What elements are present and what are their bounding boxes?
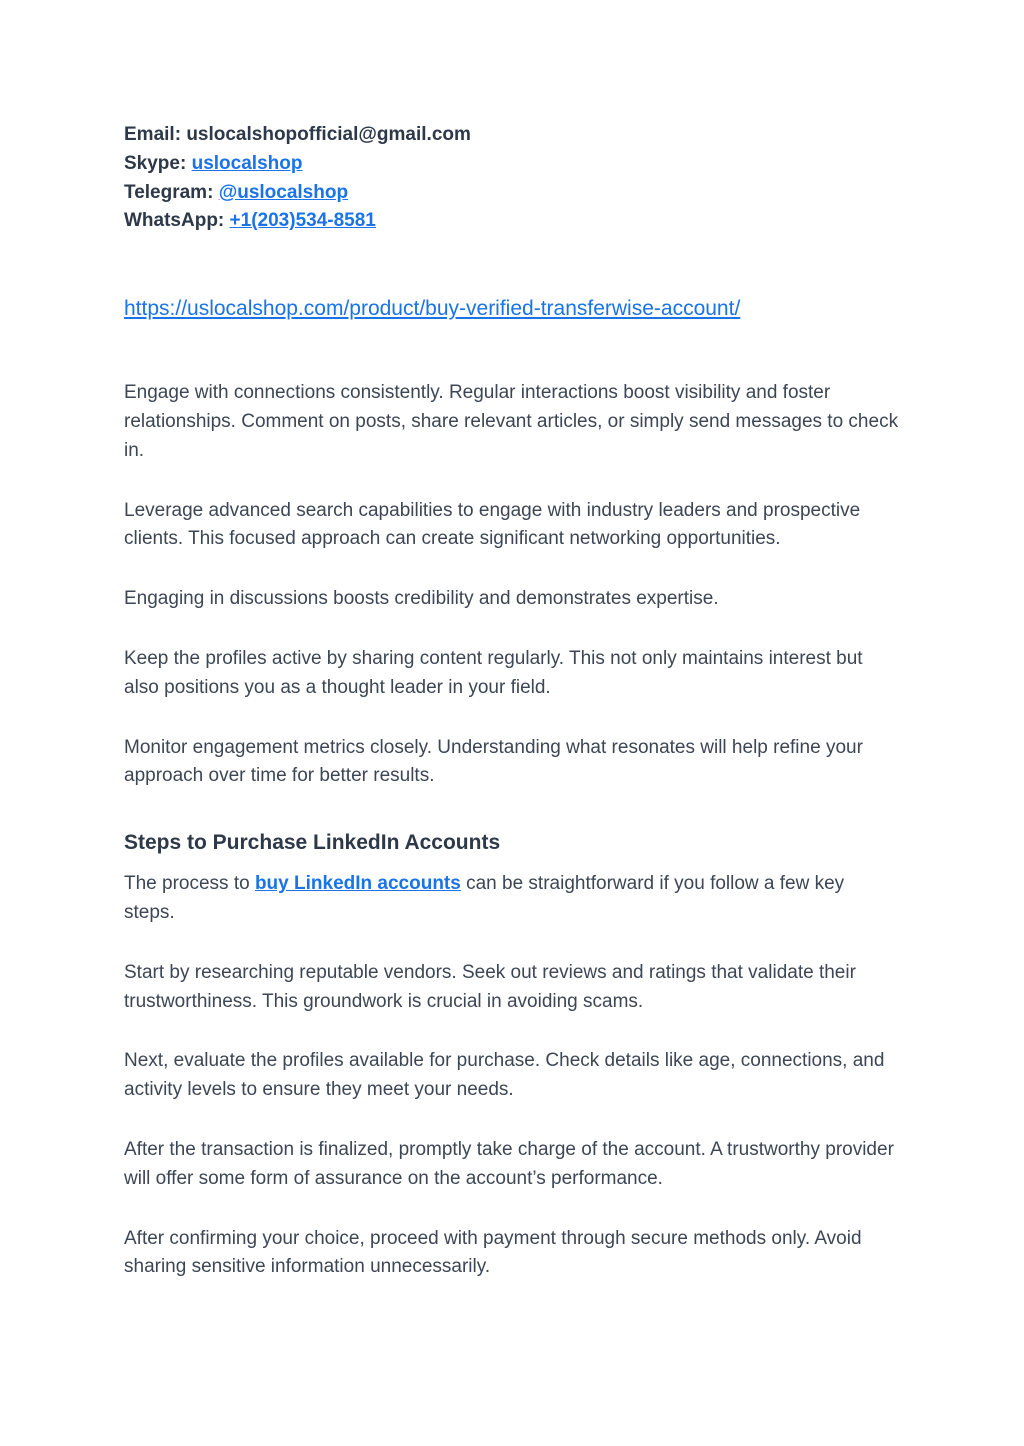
skype-link[interactable]: uslocalshop — [191, 152, 303, 174]
paragraph-after-transaction: After the transaction is finalized, promptly take charge of the account. A trustworthy provider will offer some form of assurance on the account’s performance. — [124, 1138, 900, 1189]
paragraph-monitor: Monitor engagement metrics closely. Understanding what resonates will help refine your approach over time for better results. — [124, 736, 869, 787]
paragraph-after-confirming: After confirming your choice, proceed with payment through secure methods only. Avoid sharing sensitive information unnecessarily. — [124, 1227, 867, 1278]
paragraph-start-research: Start by researching reputable vendors. Seek out reviews and ratings that validate their trustworthiness. This groundwork is crucial in avoiding scams. — [124, 961, 862, 1012]
contact-line-skype — [124, 150, 900, 179]
whatsapp-link[interactable]: +1(203)534-8581 — [229, 210, 376, 232]
telegram-label: Telegram — [124, 181, 208, 203]
paragraph-engaging: Engaging in discussions boosts credibility and demonstrates expertise. — [124, 588, 719, 610]
paragraph-keep-profiles: Keep the profiles active by sharing content regularly. This not only maintains interest but also positions you as a thought leader in your field. — [124, 647, 868, 698]
section-heading-steps: Steps to Purchase LinkedIn Accounts — [124, 831, 501, 855]
contact-line-email — [124, 121, 900, 150]
whatsapp-label: WhatsApp: — [124, 210, 230, 232]
contact-line-whatsapp — [124, 207, 900, 236]
email-value: uslocalshopofficial@gmail.com — [186, 124, 471, 145]
paragraph-engage: Engage with connections consistently. Regular interactions boost visibility and foster relationships. Comment on posts, share relevant articles, or simply send messages to check in. — [124, 382, 904, 461]
contact-block — [124, 121, 900, 236]
product-url-link[interactable]: https://uslocalshop.com/product/buy-verified-transferwise-account/ — [124, 297, 741, 321]
contact-line-telegram — [124, 179, 900, 208]
paragraph-leverage: Leverage advanced search capabilities to engage with industry leaders and prospective clients. This focused approach can create significant networking opportunities. — [124, 499, 866, 550]
product-url-line — [124, 293, 900, 324]
telegram-separator: : — [207, 181, 219, 203]
buy-linkedin-accounts-link[interactable]: buy LinkedIn accounts — [254, 873, 461, 895]
process-text-after: can be straightforward if you follow a few key steps. — [124, 873, 850, 923]
email-label: Email: — [124, 124, 187, 145]
telegram-link[interactable]: @uslocalshop — [218, 181, 349, 203]
skype-label: Skype: — [124, 152, 192, 174]
paragraph-process — [124, 870, 900, 928]
paragraph-next-evaluate: Next, evaluate the profiles available for purchase. Check details like age, connections, and activity levels to ensure they meet your needs. — [124, 1050, 890, 1101]
process-text-before: The process to — [124, 873, 255, 895]
